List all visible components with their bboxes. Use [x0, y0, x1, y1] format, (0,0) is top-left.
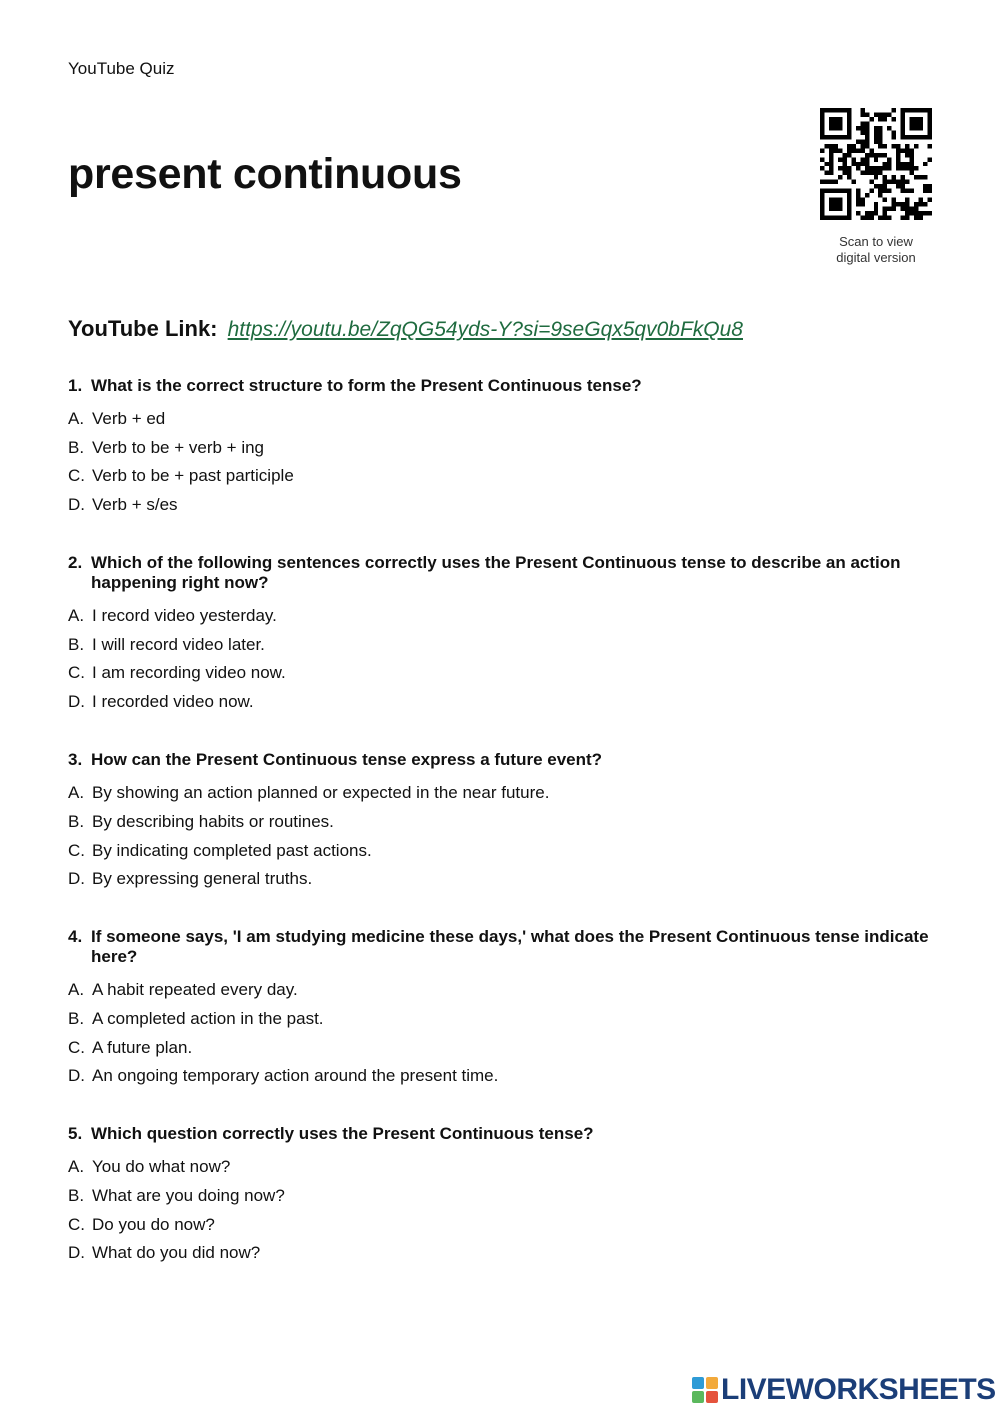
option-text: Do you do now?: [92, 1214, 215, 1234]
question-5: [68, 1124, 948, 1263]
option-letter: D.: [68, 495, 85, 515]
question-text: [68, 927, 948, 967]
question-prompt: Which question correctly uses the Present Continuous tense?: [91, 1124, 594, 1144]
question-text: [68, 553, 948, 593]
answer-option[interactable]: [68, 409, 948, 429]
header-label: YouTube Quiz: [68, 59, 175, 78]
answer-option[interactable]: [68, 495, 948, 515]
question-text: [68, 1124, 948, 1144]
question-2: [68, 553, 948, 712]
option-letter: A.: [68, 606, 85, 626]
answer-option[interactable]: [68, 438, 948, 458]
answer-option[interactable]: [68, 692, 948, 712]
option-letter: C.: [68, 1037, 85, 1057]
option-text: A completed action in the past.: [92, 1008, 324, 1028]
answer-option[interactable]: [68, 1243, 948, 1263]
option-letter: A.: [68, 409, 85, 428]
option-letter: D.: [68, 1066, 85, 1086]
question-text: [68, 750, 948, 770]
option-letter: A.: [68, 1157, 85, 1177]
answer-option[interactable]: [68, 980, 948, 1000]
question-prompt: Which of the following sentences correctly uses the Present Continuous tense to describe an action happening right now?: [91, 553, 901, 593]
qr-caption-line2: digital version: [836, 250, 916, 265]
youtube-link[interactable]: https://youtu.be/ZqQG54yds-Y?si=9seGqx5qv0bFkQu8: [227, 318, 743, 341]
page-title: present continuous: [68, 150, 462, 198]
question-list: [68, 376, 948, 1301]
answer-option[interactable]: [68, 1038, 948, 1058]
answer-option[interactable]: [68, 783, 948, 803]
answer-option[interactable]: [68, 841, 948, 861]
answer-option[interactable]: [68, 812, 948, 832]
option-text: What are you doing now?: [92, 1185, 285, 1205]
youtube-link-line: [68, 316, 743, 342]
option-text: I record video yesterday.: [92, 606, 277, 626]
answer-option[interactable]: [68, 466, 948, 486]
question-number: 3.: [68, 750, 83, 770]
option-text: A future plan.: [92, 1037, 193, 1057]
answer-option[interactable]: [68, 1009, 948, 1029]
question-text: [68, 376, 948, 396]
answer-option[interactable]: [68, 1186, 948, 1206]
question-prompt: What is the correct structure to form the Present Continuous tense?: [91, 376, 642, 395]
question-number: 4.: [68, 927, 83, 947]
liveworksheets-logo-icon: [692, 1377, 718, 1403]
question-prompt: How can the Present Continuous tense express a future event?: [91, 750, 603, 770]
question-number: 2.: [68, 553, 83, 573]
option-text: Verb to be + verb + ing: [92, 437, 265, 457]
question-4: [68, 927, 948, 1086]
brand-name: LIVEWORKSHEETS: [721, 1373, 996, 1406]
youtube-link-label: YouTube Link:: [68, 316, 218, 341]
answer-option[interactable]: [68, 1066, 948, 1086]
option-text: Verb + s/es: [92, 495, 178, 515]
answer-option[interactable]: [68, 869, 948, 889]
qr-caption: [815, 234, 937, 266]
option-letter: C.: [68, 663, 85, 683]
option-text: What do you did now?: [92, 1243, 261, 1263]
option-text: I recorded video now.: [92, 692, 254, 712]
option-letter: B.: [68, 1185, 85, 1205]
answer-option[interactable]: [68, 663, 948, 683]
answer-option[interactable]: [68, 1215, 948, 1235]
answer-option[interactable]: [68, 606, 948, 626]
question-1: [68, 376, 948, 515]
option-letter: A.: [68, 980, 85, 1000]
option-text: Verb + ed: [92, 409, 166, 428]
option-text: By describing habits or routines.: [92, 811, 334, 831]
option-text: An ongoing temporary action around the present time.: [92, 1066, 499, 1086]
question-3: [68, 750, 948, 889]
question-number: 5.: [68, 1124, 83, 1144]
option-letter: B.: [68, 437, 85, 457]
option-letter: D.: [68, 869, 85, 889]
option-letter: C.: [68, 466, 85, 486]
option-text: Verb to be + past participle: [92, 466, 294, 486]
footer-brand: [692, 1374, 996, 1406]
option-letter: D.: [68, 1243, 85, 1263]
answer-option[interactable]: [68, 1157, 948, 1177]
option-text: By indicating completed past actions.: [92, 840, 372, 860]
option-text: A habit repeated every day.: [92, 980, 298, 1000]
option-text: By showing an action planned or expected in the near future.: [92, 783, 550, 803]
option-text: You do what now?: [92, 1157, 231, 1177]
question-number: 1.: [68, 376, 83, 395]
qr-caption-line1: Scan to view: [839, 234, 913, 249]
option-letter: A.: [68, 783, 85, 803]
answer-option[interactable]: [68, 635, 948, 655]
qr-code-icon[interactable]: [820, 108, 932, 220]
question-prompt: If someone says, 'I am studying medicine these days,' what does the Present Continuous tense indicate here?: [91, 927, 929, 967]
option-letter: B.: [68, 1008, 85, 1028]
option-letter: B.: [68, 811, 85, 831]
option-letter: D.: [68, 692, 85, 712]
option-text: I will record video later.: [92, 634, 265, 654]
option-text: I am recording video now.: [92, 663, 286, 683]
option-letter: B.: [68, 634, 85, 654]
option-letter: C.: [68, 1214, 85, 1234]
option-text: By expressing general truths.: [92, 869, 313, 889]
option-letter: C.: [68, 840, 85, 860]
